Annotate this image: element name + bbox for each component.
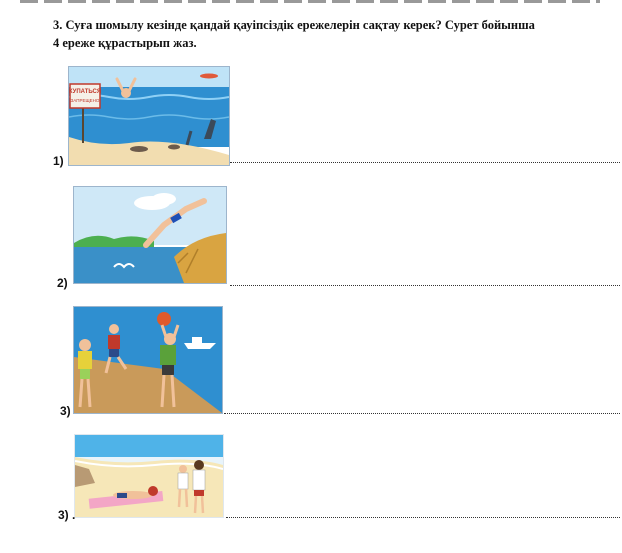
answer-line-4[interactable] [226, 517, 620, 518]
question-line-2: 4 ереже құрастырып жаз. [53, 36, 197, 50]
cropped-top-text [20, 0, 600, 3]
answer-line-2[interactable] [230, 285, 620, 286]
answer-line-1[interactable] [230, 162, 620, 163]
picture-diving [73, 186, 227, 284]
item-number-1: 1) [53, 154, 64, 168]
picture-no-swimming [68, 66, 230, 166]
question-line-1: 3. Суға шомылу кезінде қандай қауіпсіздік ережелерін сақтау керек? Сурет бойынша [53, 18, 535, 32]
picture-ball-game [73, 306, 223, 414]
answer-line-3[interactable] [224, 413, 620, 414]
question-text [53, 16, 598, 52]
item-number-3: 3) [60, 404, 71, 418]
sign-text-1: КУПАТЬСЯ [69, 89, 102, 95]
sign-text-2: ЗАПРЕЩЕНО [70, 98, 100, 103]
item-number-4: 3) . [58, 508, 76, 522]
item-number-2: 2) [57, 276, 68, 290]
picture-sunbathing [74, 434, 224, 518]
